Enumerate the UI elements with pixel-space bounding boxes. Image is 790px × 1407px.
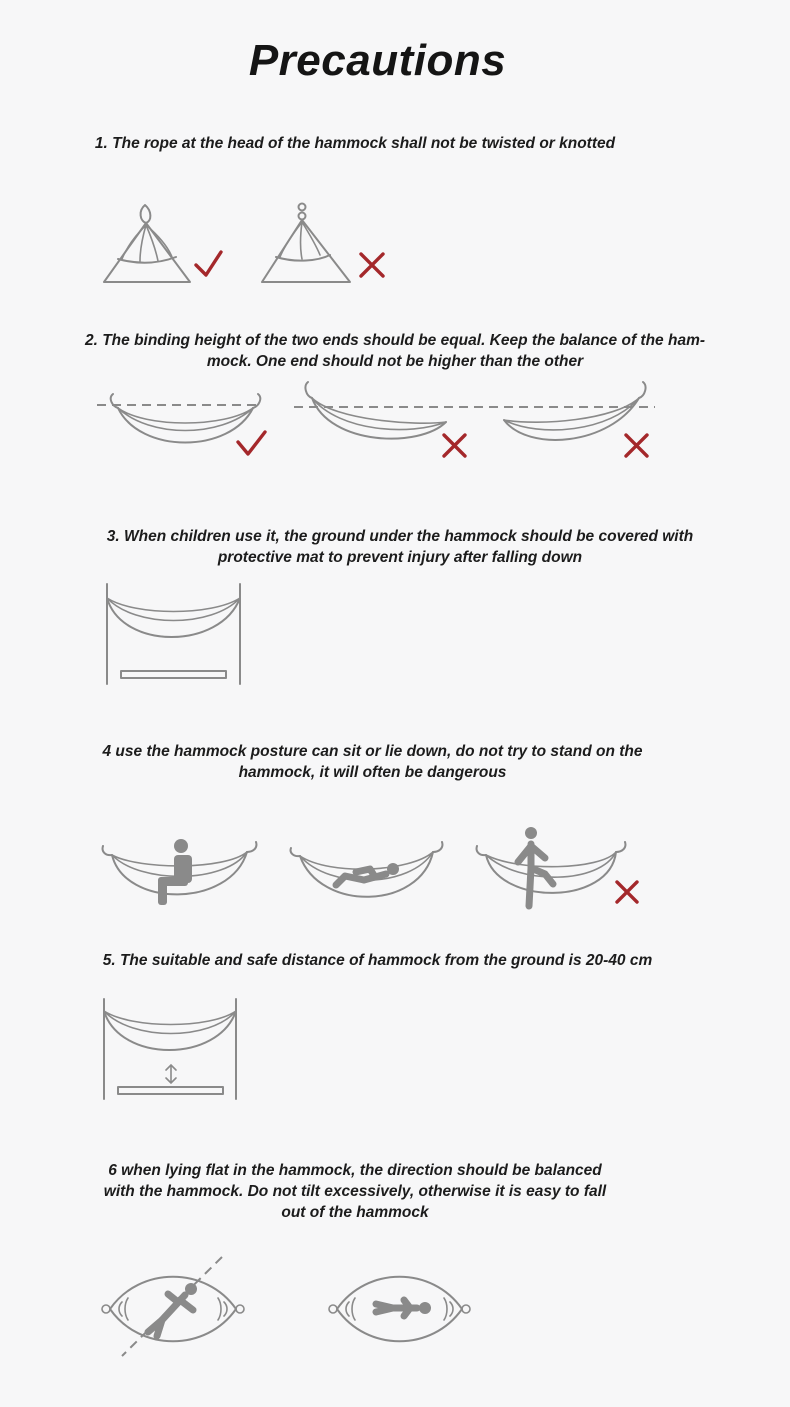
section-4-line-2: hammock, it will often be dangerous — [238, 764, 507, 781]
hammock-with-mat-icon — [107, 584, 240, 684]
section-3-line-1: 3. When children use it, the ground under the hammock should be covered with — [106, 528, 694, 545]
top-view-tilted-icon — [102, 1257, 244, 1356]
section-6-line-1: 6 when lying flat in the hammock, the direction should be balanced — [108, 1162, 602, 1179]
person-standing-icon — [477, 827, 626, 906]
up-down-arrow-icon — [166, 1065, 176, 1083]
section-6-line-2: with the hammock. Do not tilt excessively, otherwise it is easy to fall — [103, 1183, 607, 1200]
section-2-line-2: mock. One end should not be higher than the other — [206, 353, 584, 370]
section-4-caption — [60, 741, 685, 783]
check-icon — [196, 252, 221, 275]
page-title: Precautions — [248, 36, 507, 85]
person-sitting-icon — [103, 839, 257, 905]
hammock-head-knotted-icon — [262, 204, 350, 283]
section-1-figures — [0, 195, 790, 295]
section-5-caption — [55, 950, 700, 971]
section-6-caption — [60, 1160, 650, 1223]
section-3-line-2: protective mat to prevent injury after falling down — [217, 549, 583, 566]
cross-icon — [361, 254, 383, 276]
hammock-right-high-icon — [504, 382, 646, 440]
section-2-caption — [40, 330, 750, 372]
hammock-level-icon — [97, 394, 262, 443]
section-4-figures — [0, 822, 790, 917]
cross-icon — [626, 435, 647, 456]
section-1-line-1: 1. The rope at the head of the hammock shall not be twisted or knotted — [94, 135, 616, 152]
hammock-height-distance-icon — [104, 999, 236, 1099]
cross-icon — [617, 882, 637, 902]
top-view-balanced-icon — [329, 1277, 470, 1342]
section-1-caption — [40, 133, 670, 154]
cross-icon — [444, 435, 465, 456]
section-2-figures — [0, 376, 790, 466]
hammock-head-untwisted-icon — [104, 205, 190, 282]
section-5-figures — [0, 995, 790, 1105]
person-lying-icon — [291, 842, 443, 897]
section-3-caption — [70, 526, 730, 568]
section-6-figures — [0, 1252, 790, 1372]
section-4-line-1: 4 use the hammock posture can sit or lie down, do not try to stand on the — [102, 743, 643, 760]
section-6-line-3: out of the hammock — [281, 1204, 429, 1221]
section-2-line-1: 2. The binding height of the two ends should be equal. Keep the balance of the ham- — [84, 332, 706, 349]
section-3-figures — [0, 580, 790, 690]
section-5-line-1: 5. The suitable and safe distance of hammock from the ground is 20-40 cm — [102, 952, 653, 969]
check-icon — [238, 432, 265, 454]
